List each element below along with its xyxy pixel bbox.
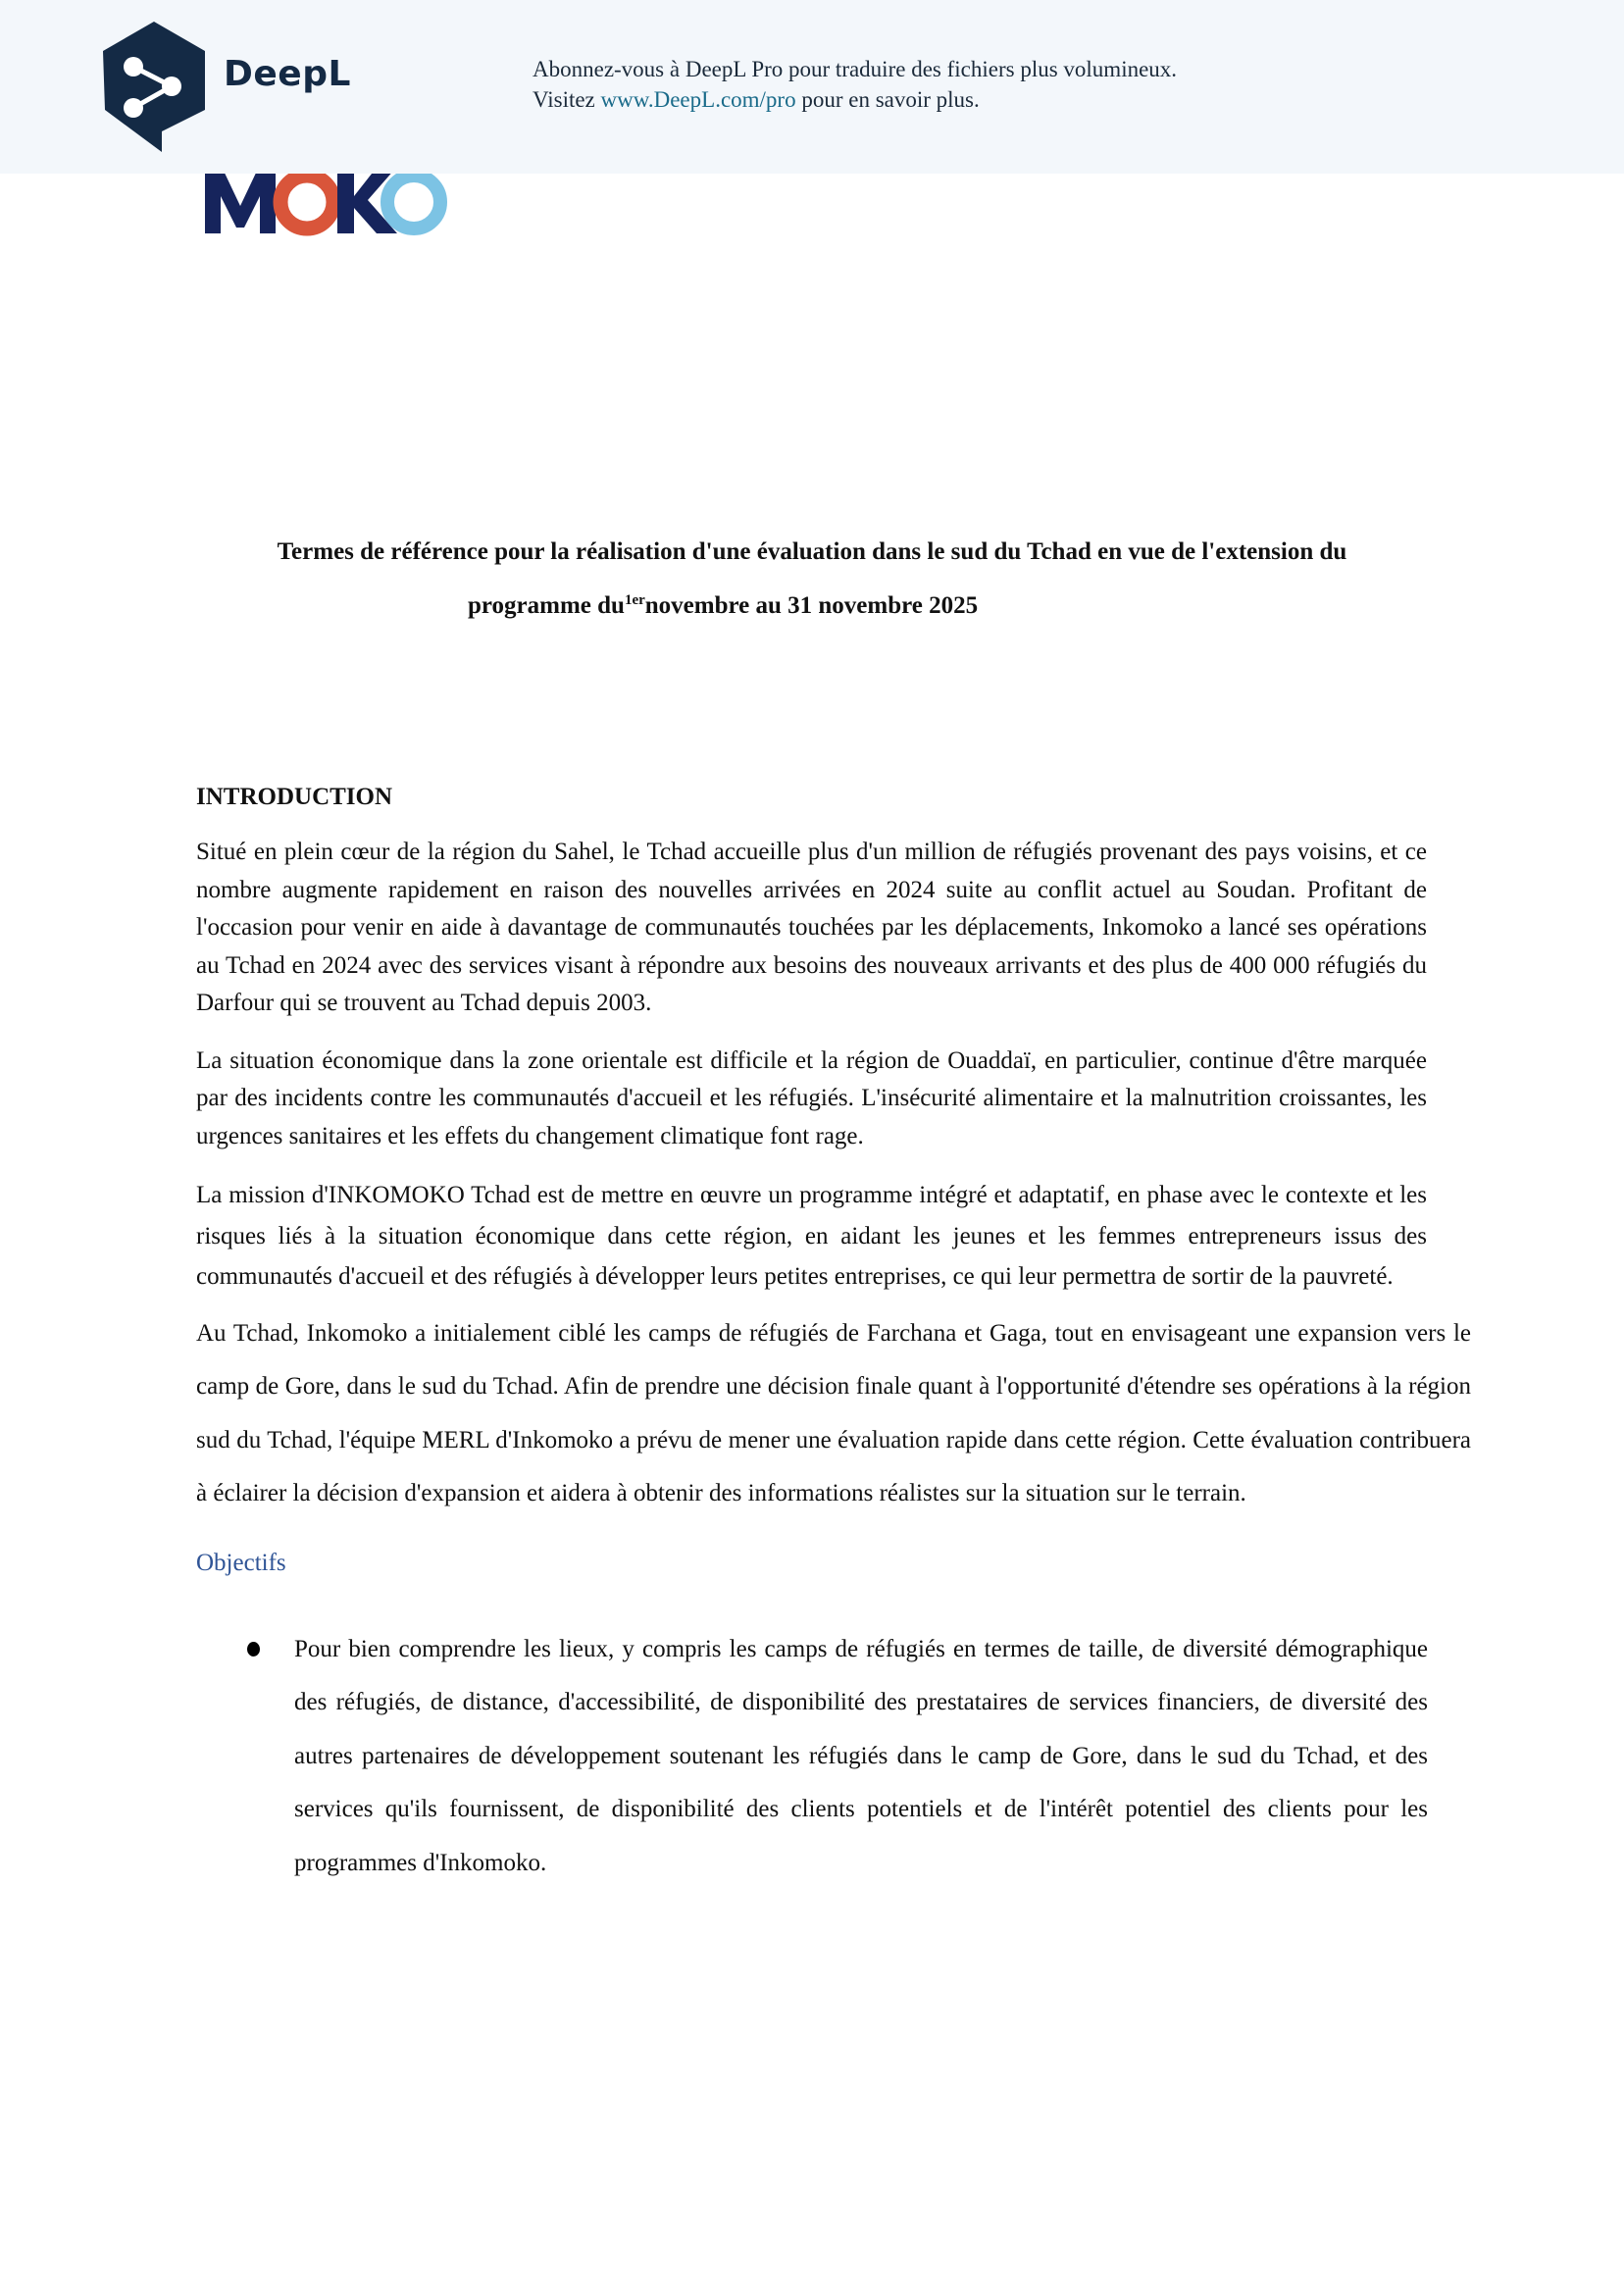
title-line-2b: novembre au 31 novembre 2025	[644, 592, 979, 619]
deepl-promo-text	[533, 54, 1177, 115]
title-line-2	[196, 579, 1428, 633]
promo-line-2	[533, 84, 1177, 115]
title-line-1: Termes de référence pour la réalisation d'une évaluation dans le sud du Tchad en vue de l'extension du	[277, 538, 1347, 565]
intro-paragraph-4: Au Tchad, Inkomoko a initialement ciblé les camps de réfugiés de Farchana et Gaga, tout en envisageant une expansion vers le camp de Gore, dans le sud du Tchad. Afin de prendre une décision finale quant à l'opportunité d'étendre ses opérations à la région sud du Tchad, l'équipe MERL d'Inkomoko a prévu de mener une évaluation rapide dans cette région. Cette évaluation contribuera à éclairer la décision d'expansion et aidera à obtenir des informations réalistes sur la situation sur le terrain.	[196, 1319, 1471, 1506]
deepl-pro-link[interactable]: www.DeepL.com/pro	[600, 87, 796, 112]
intro-paragraph-3: La mission d'INKOMOKO Tchad est de mettre en œuvre un programme intégré et adaptatif, en phase avec le contexte et les risques liés à la situation économique dans cette région, en aidant les jeunes et les femmes entrepreneurs issus des communautés d'accueil et des réfugiés à développer leurs petites entreprises, ce qui leur permettra de sortir de la pauvreté.	[196, 1182, 1427, 1290]
deepl-logo-icon	[101, 22, 207, 152]
introduction-heading: INTRODUCTION	[196, 784, 393, 810]
objectifs-heading: Objectifs	[196, 1549, 286, 1576]
promo-prefix: Visitez	[533, 87, 601, 112]
title-superscript: 1er	[624, 592, 645, 608]
deepl-banner	[0, 0, 1624, 174]
bullet-icon	[247, 1642, 260, 1657]
promo-suffix: pour en savoir plus.	[795, 87, 980, 112]
title-line-2a: programme du	[468, 592, 625, 619]
document-body	[196, 781, 1471, 1890]
deepl-wordmark: DeepL	[224, 54, 351, 94]
document-title	[196, 525, 1428, 633]
objectifs-list	[196, 1623, 1428, 1891]
promo-line-1: Abonnez-vous à DeepL Pro pour traduire des fichiers plus volumineux.	[533, 57, 1178, 81]
intro-paragraph-2: La situation économique dans la zone orientale est difficile et la région de Ouaddaï, en particulier, continue d'être marquée par des incidents contre les communautés d'accueil et les réfugiés. L'insécurité alimentaire et la malnutrition croissantes, les urgences sanitaires et les effets du changement climatique font rage.	[196, 1046, 1427, 1149]
objectif-item	[196, 1623, 1428, 1891]
intro-paragraph-1: Situé en plein cœur de la région du Sahel, le Tchad accueille plus d'un million de réfugiés provenant des pays voisins, et ce nombre augmente rapidement en raison des nouvelles arrivées en 2024 suite au conflit actuel au Soudan. Profitant de l'occasion pour venir en aide à davantage de communautés touchées par les déplacements, Inkomoko a lancé ses opérations au Tchad en 2024 avec des services visant à répondre aux besoins des nouveaux arrivants et des plus de 400 000 réfugiés du Darfour qui se trouvent au Tchad depuis 2003.	[196, 839, 1427, 1016]
objectif-text: Pour bien comprendre les lieux, y compris les camps de réfugiés en termes de taille, de diversité démographique des réfugiés, de distance, d'accessibilité, de disponibilité des prestataires de services financiers, de diversité des autres partenaires de développement soutenant les réfugiés dans le camp de Gore, dans le sud du Tchad, et des services qu'ils fournissent, de disponibilité des clients potentiels et de l'intérêt potentiel des clients pour les programmes d'Inkomoko.	[294, 1635, 1428, 1876]
